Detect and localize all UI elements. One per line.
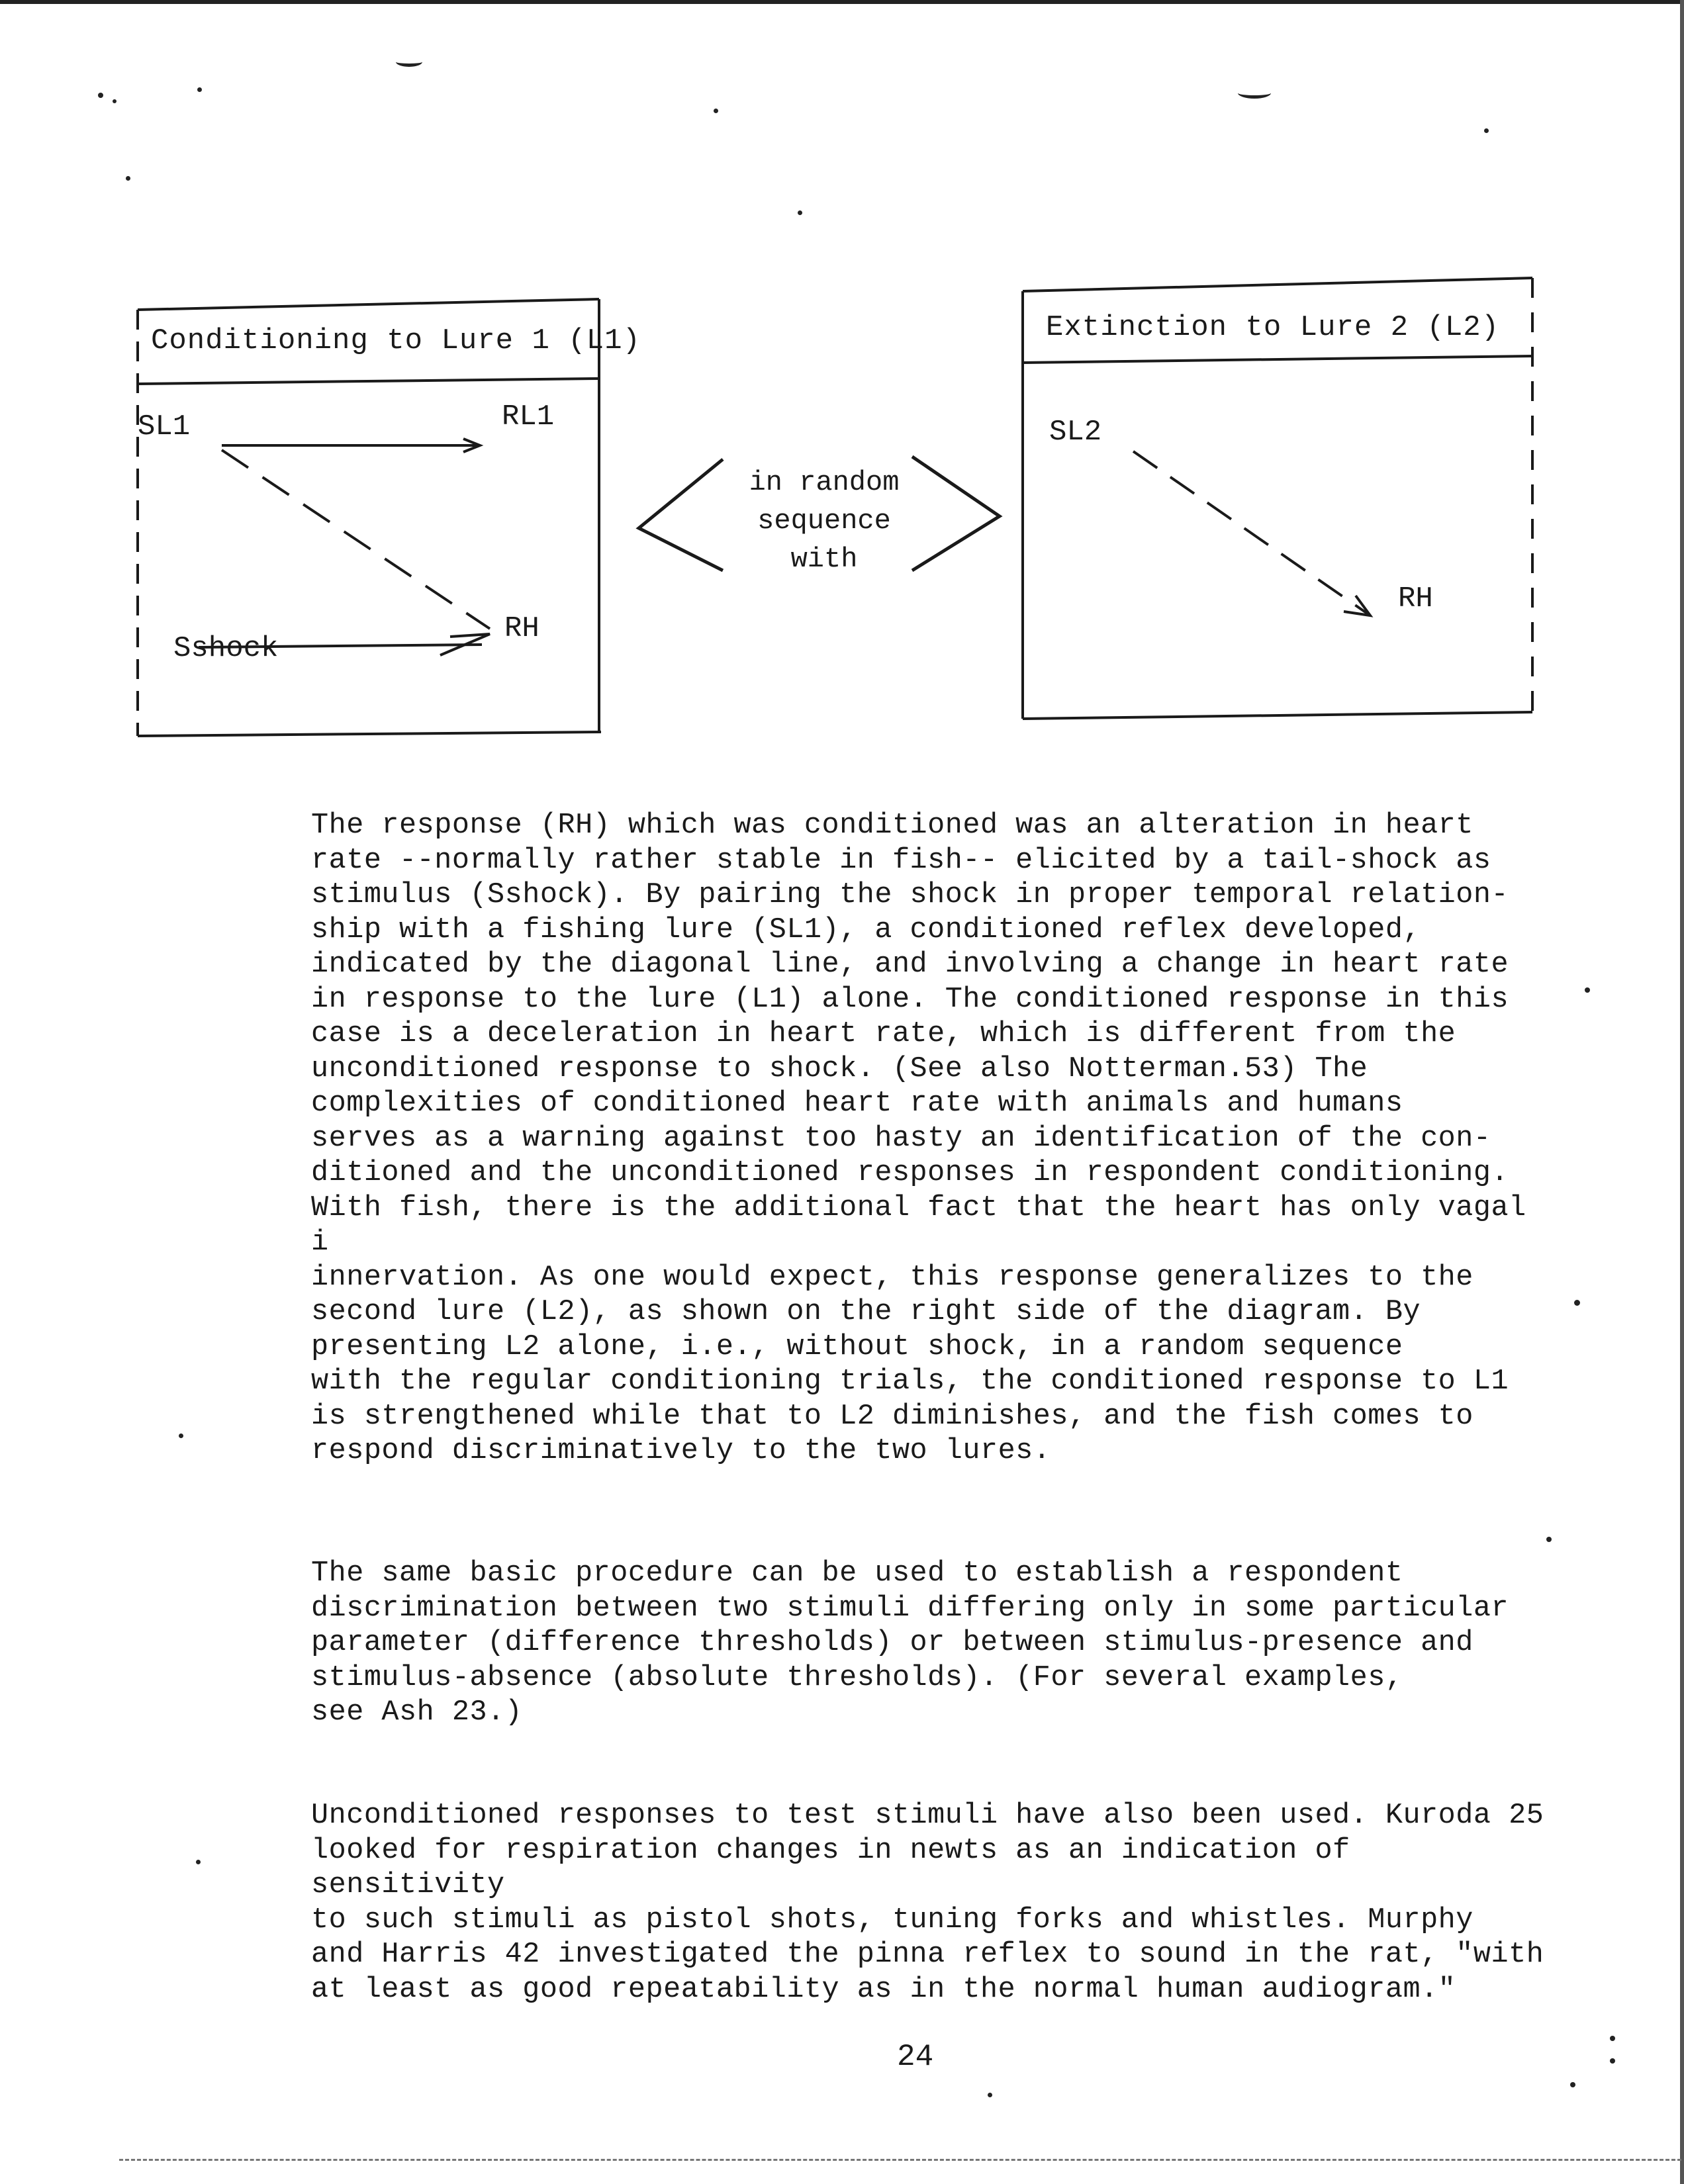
- diagram-lines: [0, 0, 1684, 794]
- page-number: 24: [897, 2040, 934, 2074]
- right-box-title: Extinction to Lure 2 (L2): [1046, 311, 1500, 344]
- left-chevron: [639, 459, 723, 570]
- left-box-bottom-border: [138, 732, 601, 736]
- label-r-heart-left: RH: [504, 612, 539, 645]
- scan-speck: [1610, 2036, 1615, 2041]
- arrow-diagonal-conditioned: [222, 450, 490, 629]
- right-box-top-border: [1023, 278, 1532, 291]
- scan-speck: [1546, 1537, 1552, 1542]
- left-box-title: Conditioning to Lure 1 (L1): [151, 324, 641, 357]
- label-s-lure-2: SL2: [1049, 416, 1102, 449]
- scan-speck: [988, 2093, 992, 2097]
- paragraph-conditioned-response: The response (RH) which was conditioned was an alteration in heart rate --normally rather stable in fish-- elicited by a tail-shock as stimulus (Sshock). By pairing the shock in proper temporal relation- ship with a fishing lure (SL1), a conditioned reflex developed, indicated by the diagonal line, and involving a change in heart rate in response to the lure (L1) alone. The conditioned response in this case is a deceleration in heart rate, which is different from the unconditioned response to shock. (See also Notterman.53) The complexities of conditioned heart rate with animals and humans serves as a warning against too hasty an identification of the con- ditioned and the unconditioned responses in respondent conditioning. With fish, there is the additional fact that the heart has only vagal i innervation. As one would expect, this response generalizes to the second lure (L2), as shown on the right side of the diagram. By presenting L2 alone, i.e., without shock, in a random sequence with the regular conditioning trials, the conditioned response to L1 is strengthened while that to L2 diminishes, and the fish comes to respond discriminatively to the two lures.: [311, 809, 1526, 1467]
- paragraph-unconditioned-responses: Unconditioned responses to test stimuli have also been used. Kuroda 25 looked for respiration changes in newts as an indication of sensitivity to such stimuli as pistol shots, tuning forks and whistles. Murphy and Harris 42 investigated the pinna reflex to sound in the rat, "with at least as good repeatability as in the normal human audiogram.": [311, 1799, 1544, 2006]
- left-box-top-border: [138, 299, 599, 310]
- scan-speck: [196, 1860, 201, 1864]
- right-chevron: [912, 457, 1000, 570]
- arrow-diagonal-generalized: [1133, 451, 1370, 615]
- scan-speck: [179, 1433, 183, 1438]
- left-box-divider: [138, 379, 599, 384]
- label-s-shock: Sshock: [173, 632, 279, 665]
- middle-caption: in random sequence with: [749, 467, 900, 575]
- arrow-shock-to-heart: [199, 645, 482, 647]
- right-box-bottom-border: [1023, 712, 1532, 719]
- label-r-lure-1: RL1: [502, 400, 555, 433]
- right-box-divider: [1023, 356, 1532, 363]
- page-bottom-edge: [119, 2159, 1681, 2161]
- scan-speck: [1610, 2058, 1615, 2064]
- label-r-heart-right: RH: [1398, 582, 1433, 615]
- paragraph-discrimination: The same basic procedure can be used to establish a respondent discrimination between two stimuli differing only in some particular parameter (difference thresholds) or between stimulus-presence and stimulus-absence (absolute thresholds). (For several examples, see Ash 23.): [311, 1557, 1509, 1729]
- scan-speck: [1570, 2082, 1575, 2087]
- scan-speck: [1574, 1300, 1580, 1306]
- label-s-lure-1: SL1: [138, 410, 191, 443]
- scan-speck: [1585, 987, 1590, 993]
